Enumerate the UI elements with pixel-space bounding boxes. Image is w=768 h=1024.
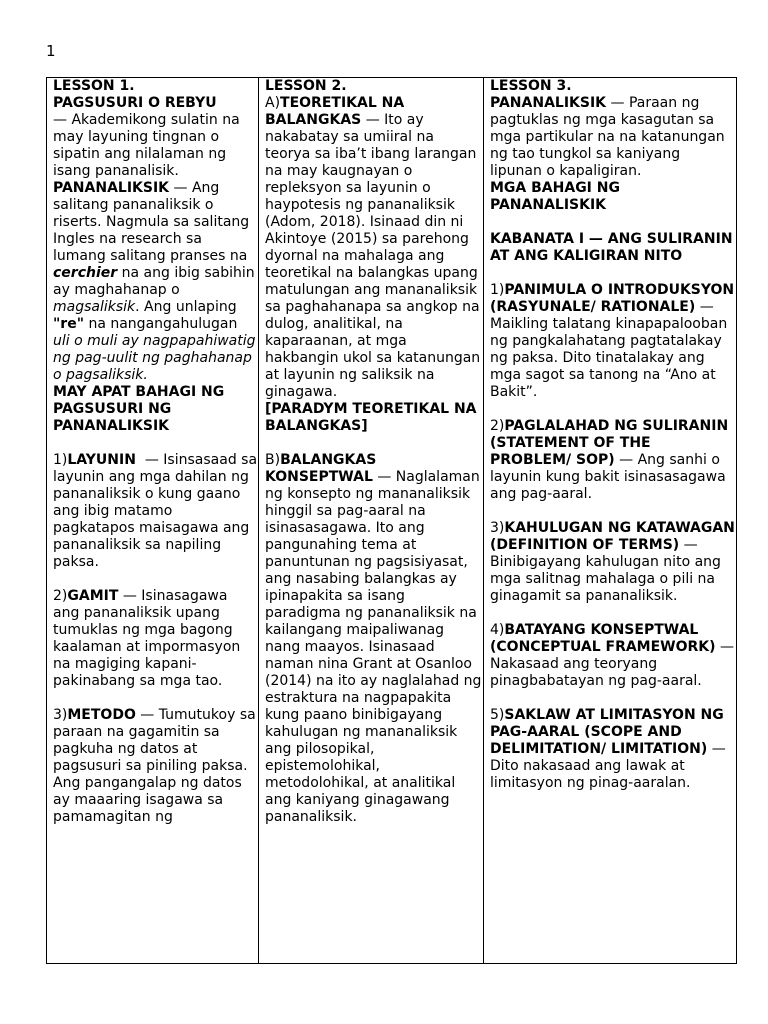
bold-text-run: LESSON 3.	[490, 78, 572, 94]
bold-text-run: SAKLAW AT LIMITASYON NG PAG-AARAL (SCOPE AND DELIMITATION/ LIMITATION)	[490, 707, 729, 757]
bold-text-run: PAGLALAHAD NG SULIRANIN (STATEMENT OF THE PROBLEM/ SOP)	[490, 418, 734, 468]
text-run: — Tumutukoy sa paraan na gagamitin sa pagkuha ng datos at pagsusuri sa piniling paksa. Ang pangangalap ng datos ay maaaring isagawa sa pamamagitan ng	[53, 707, 261, 825]
paragraph-gap	[490, 605, 736, 622]
bold-text-run: METODO	[67, 707, 136, 723]
lesson-3-text	[490, 78, 740, 792]
italic-text-run: magsaliksik	[53, 299, 136, 315]
text-run: — Maikling talatang kinapapalooban ng pangkalahatang pagtatalakay ng paksa. Dito tinatalakay ang mga sagot sa tanong na “Ano at Bakit”.	[490, 299, 732, 400]
text-run: — Paraan ng pagtuklas ng mga kasagutan sa mga partikular na na katanungan ng tao tungkol sa kaniyang lipunan o kapaligiran.	[490, 95, 730, 179]
bold-text-run: KABANATA I — ANG SULIRANIN AT ANG KALIGIRAN NITO	[490, 231, 738, 264]
text-run: — Akademikong sulatin na may layuning tingnan o sipatin ang nilalaman ng isang pananalisik.	[53, 112, 245, 179]
bold-text-run: cerchier	[53, 265, 118, 281]
text-run: 3)	[53, 707, 68, 723]
text-run: na ang ibig sabihin ay maghahanap o	[53, 265, 260, 298]
lesson-2-text	[265, 78, 486, 826]
text-run: 5)	[490, 707, 505, 723]
bold-text-run: PAGSUSURI O REBYU	[53, 95, 217, 111]
table-row	[47, 78, 737, 964]
text-run: — Nakasaad ang teoryang pinagbabatayan ng pag-aaral.	[490, 639, 739, 689]
paragraph-gap	[265, 435, 483, 452]
paragraph-gap	[490, 690, 736, 707]
bold-text-run: "re"	[53, 316, 84, 332]
bold-text-run: MAY APAT BAHAGI NG PAGSUSURI NG PANANALIKSIK	[53, 384, 230, 434]
text-run: — Isinsasaad sa layunin ang mga dahilan ng pananaliksik o kung gaano ang ibig matamo pagkatapos maisagawa ang pananaliksik sa napiling paksa.	[53, 452, 262, 570]
text-run: 1)	[53, 452, 68, 468]
page-number: 1	[46, 42, 56, 60]
paragraph-gap	[490, 214, 736, 231]
paragraph-gap	[53, 435, 258, 452]
bold-text-run: LESSON 2.	[265, 78, 347, 94]
italic-text-run: uli o muli ay nagpapahiwatig ng pag-uulit ng paghahanap o pagsaliksik.	[53, 333, 260, 383]
bold-text-run: PANANALIKSIK	[53, 180, 170, 196]
paragraph-gap	[490, 503, 736, 520]
bold-text-run: [PARADYM TEORETIKAL NA BALANGKAS]	[265, 401, 482, 434]
lesson-2-cell	[259, 78, 484, 964]
text-run: 4)	[490, 622, 505, 638]
text-run: B)	[265, 452, 281, 468]
text-run: — Ang salitang pananaliksik o riserts. Nagmula sa salitang Ingles na research sa lumang salitang pranses na	[53, 180, 254, 264]
bold-text-run: PANIMULA O INTRODUKSYON (RASYUNALE/ RATIONALE)	[490, 282, 740, 315]
paragraph-gap	[53, 690, 258, 707]
text-run: 2)	[53, 588, 68, 604]
lesson-table	[46, 77, 740, 964]
bold-text-run: GAMIT	[67, 588, 119, 604]
text-run: — Ang sanhi o layunin kung bakit isinasasagawa ang pag-aaral.	[490, 452, 731, 502]
text-run: 1)	[490, 282, 505, 298]
bold-text-run: TEORETIKAL NA BALANGKAS	[265, 95, 410, 128]
bold-text-run: BATAYANG KONSEPTWAL (CONCEPTUAL FRAMEWORK)	[490, 622, 716, 655]
text-run: — Binibigayang kahulugan nito ang mga salitnag mahalaga o pili na ginagamit sa pananaliksik.	[490, 537, 726, 604]
lesson-1-cell	[47, 78, 262, 964]
paragraph-gap	[490, 265, 736, 282]
text-run: 2)	[490, 418, 505, 434]
text-run: . Ang unlaping	[135, 299, 242, 315]
text-run: — Naglalaman ng konsepto ng mananaliksik hinggil sa pag-aaral na isinasasagawa. Ito ang pangunahing tema at panuntunan ng pagsisiyasat, ang nasabing balangkas ay ipinapakita sa isang paradigma ng pananaliksik na kailangang maipaliwanag nang maayos. Isinasaad naman nina Grant at Osanloo (2014) na ito ay naglalahad ng estraktura na nagpapakita kung paano binibigayang kahulugan ng mananaliksik ang pilosopikal, epistemolohikal, metodolohikal, at analitikal ang kaniyang ginagawang pananaliksik.	[265, 469, 486, 825]
text-run: — Isinasagawa ang pananaliksik upang tumuklas ng mga bagong kaalaman at impormasyon na magiging kapani-pakinabang sa mga tao.	[53, 588, 245, 689]
lesson-1-text	[53, 78, 262, 826]
text-run: 3)	[490, 520, 505, 536]
paragraph-gap	[490, 401, 736, 418]
paragraph-gap	[53, 571, 258, 588]
lesson-3-cell	[484, 78, 740, 964]
text-run: — Ito ay nakabatay sa umiiral na teorya sa iba’t ibang larangan na may kaugnayan o repleksyon sa layunin o haypotesis ng pananaliksik (Adom, 2018). Isinaad din ni Akintoye (2015) sa parehong dyornal na mahalaga ang teoretikal na balangkas upang matulungan ang mananaliksik sa paghahanapa sa angkop na dulog, analitikal, na kaparaanan, at mga hakbangin ukol sa katanungan at layunin ng saliksik na ginagawa.	[265, 112, 485, 400]
text-run: — Dito nakasaad ang lawak at limitasyon ng pinag-aaralan.	[490, 741, 731, 791]
text-run: na nangangahulugan	[84, 316, 242, 332]
text-run: A)	[265, 95, 281, 111]
bold-text-run: BALANGKAS KONSEPTWAL	[265, 452, 382, 485]
bold-text-run: LAYUNIN	[67, 452, 136, 468]
bold-text-run: PANANALIKSIK	[490, 95, 607, 111]
bold-text-run: MGA BAHAGI NG PANANALISKIK	[490, 180, 625, 213]
bold-text-run: KAHULUGAN NG KATAWAGAN (DEFINITION OF TERMS)	[490, 520, 740, 553]
bold-text-run: LESSON 1.	[53, 78, 135, 94]
